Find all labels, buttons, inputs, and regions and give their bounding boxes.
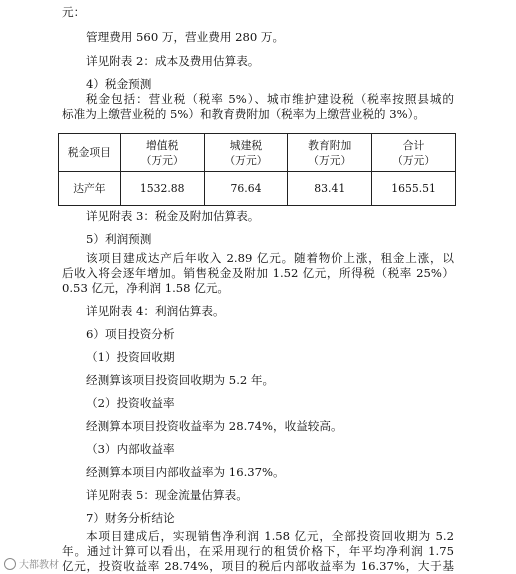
watermark-icon (4, 558, 16, 570)
text-line: 0.53 亿元，净利润 1.58 亿元。 (62, 281, 230, 295)
table-row (59, 172, 456, 206)
text-line: 该项目建成达产后年收入 2.89 亿元。随着物价上涨，租金上涨，以 (86, 251, 454, 265)
text-line: 详见附表 3：税金及附加估算表。 (86, 209, 260, 223)
tax-table (58, 133, 456, 206)
table-header-cell: 增值税 （万元） (120, 134, 204, 172)
table-header-row (59, 134, 456, 172)
section-heading: 5）利润预测 (86, 232, 152, 246)
text-line: 后收入将会逐年增加。销售税金及附加 1.52 亿元，所得税（税率 25%） (62, 266, 454, 280)
text-line: 经测算本项目内部收益率为 16.37%。 (86, 465, 285, 479)
sub-heading: （2）投资收益率 (86, 396, 175, 410)
table-cell: 76.64 (204, 172, 288, 206)
text-line: 标准为上缴营业税的 5%）和教育费附加（税率为上缴营业税的 3%）。 (62, 107, 425, 121)
table-cell: 达产年 (59, 172, 121, 206)
text-line: 详见附表 4：利润估算表。 (86, 304, 225, 318)
watermark (4, 556, 59, 571)
table-header-cell: 教育附加 （万元） (288, 134, 372, 172)
text-line: 详见附表 5：现金流量估算表。 (86, 488, 248, 502)
text-line: 详见附表 2：成本及费用估算表。 (86, 54, 260, 68)
section-heading: 7）财务分析结论 (86, 511, 175, 525)
sub-heading: （1）投资回收期 (86, 350, 175, 364)
table-cell: 1532.88 (120, 172, 204, 206)
watermark-text: 大都教材 (19, 560, 59, 571)
text-line: 年。通过计算可以看出，在采用现行的租赁价格下，年平均净利润 1.75 (62, 544, 454, 558)
text-line: 元： (62, 5, 86, 19)
table-header-cell: 合计 （万元） (372, 134, 456, 172)
text-line: 本项目建成后，实现销售净利润 1.58 亿元，全部投资回收期为 5.2 (86, 529, 454, 543)
table-header-cell: 税金项目 (59, 134, 121, 172)
sub-heading: （3）内部收益率 (86, 442, 175, 456)
text-line: 经测算该项目投资回收期为 5.2 年。 (86, 373, 275, 387)
text-line: 经测算本项目投资收益率为 28.74%，收益较高。 (86, 419, 343, 433)
table-cell: 1655.51 (372, 172, 456, 206)
section-heading: 4）税金预测 (86, 77, 152, 91)
table-header-cell: 城建税 （万元） (204, 134, 288, 172)
text-line: 管理费用 560 万，营业费用 280 万。 (86, 30, 285, 44)
table-cell: 83.41 (288, 172, 372, 206)
text-line: 税金包括：营业税（税率 5%）、城市维护建设税（税率按照县城的 (86, 92, 454, 106)
section-heading: 6）项目投资分析 (86, 327, 175, 341)
text-line: 亿元，投资收益率 28.74%，项目的税后内部收益率为 16.37%，大于基 (62, 559, 454, 573)
